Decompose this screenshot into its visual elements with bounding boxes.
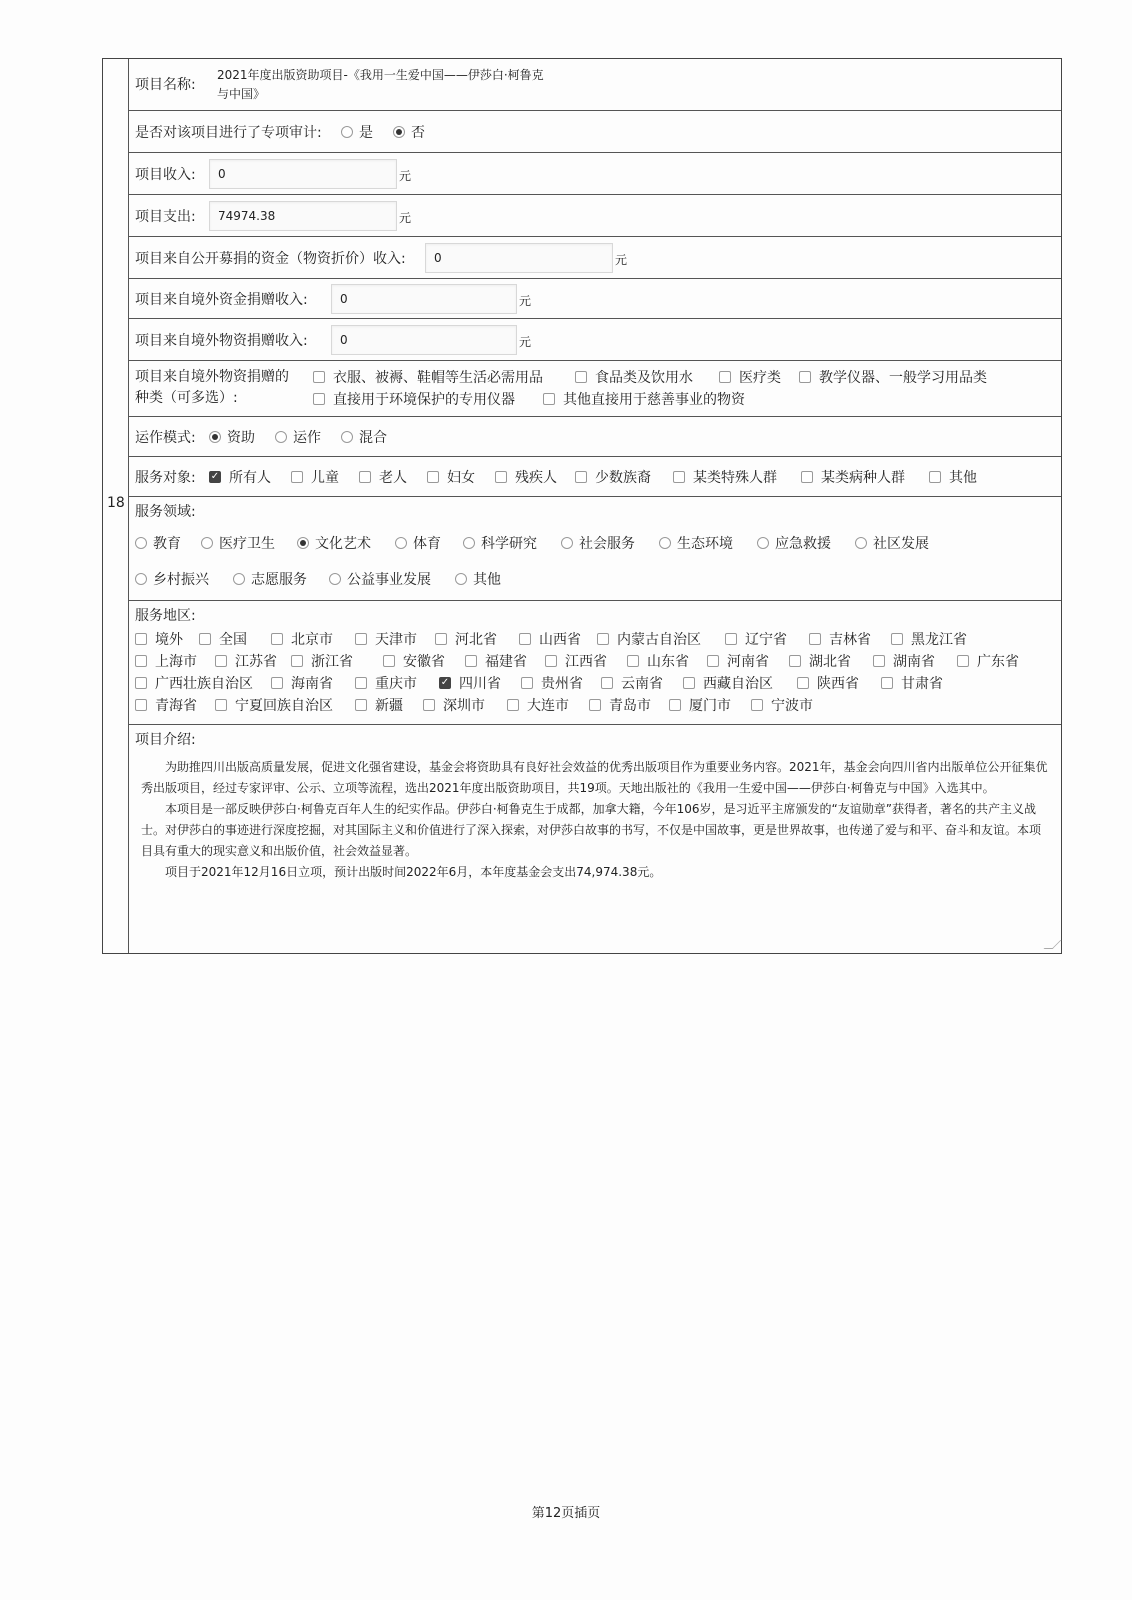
goods-type-environment[interactable]: 直接用于环境保护的专用仪器 — [313, 389, 515, 409]
goods-type-clothing[interactable]: 衣服、被褥、鞋帽等生活必需用品 — [313, 367, 543, 387]
checkbox-icon — [135, 699, 147, 711]
region-option[interactable]: 天津市 — [355, 629, 417, 649]
special-audit-row — [129, 111, 1061, 153]
field-emergency[interactable]: 应急救援 — [757, 533, 831, 553]
checkbox-icon — [313, 393, 325, 405]
checkbox-icon — [313, 371, 325, 383]
checkbox-icon — [873, 655, 885, 667]
mode-option-operate[interactable]: 运作 — [275, 427, 321, 447]
audit-option-no[interactable]: 否 — [393, 122, 425, 142]
checkbox-checked-icon: ✓ — [210, 471, 220, 482]
region-option[interactable]: 上海市 — [135, 651, 197, 671]
project-form-table — [102, 58, 1062, 954]
goods-type-other-charity[interactable]: 其他直接用于慈善事业的物资 — [543, 389, 745, 409]
region-option[interactable]: 江苏省 — [215, 651, 277, 671]
region-option[interactable]: 吉林省 — [809, 629, 871, 649]
checkbox-icon — [799, 371, 811, 383]
checkbox-icon — [801, 471, 813, 483]
radio-selected-icon — [297, 537, 309, 549]
checkbox-icon — [135, 633, 147, 645]
field-research[interactable]: 科学研究 — [463, 533, 537, 553]
income-row — [129, 153, 1061, 195]
intro-text[interactable] — [141, 757, 1051, 883]
audit-option-yes[interactable]: 是 — [341, 122, 373, 142]
region-option[interactable]: 河南省 — [707, 651, 769, 671]
target-minorities[interactable]: 少数族裔 — [575, 467, 651, 487]
checkbox-icon — [957, 655, 969, 667]
region-option[interactable]: 陕西省 — [797, 673, 859, 693]
checkbox-icon — [881, 677, 893, 689]
public-fund-income-input[interactable]: 0 — [425, 243, 613, 273]
radio-icon — [659, 537, 671, 549]
checkbox-icon — [719, 371, 731, 383]
intro-label: 项目介绍: — [135, 732, 196, 748]
checkbox-icon — [707, 655, 719, 667]
operation-mode-row — [129, 417, 1061, 457]
page-footer: 第12页插页 — [531, 1506, 601, 1521]
public-fund-income-unit: 元 — [615, 253, 628, 267]
target-other[interactable]: 其他 — [929, 467, 977, 487]
foreign-fund-income-label: 项目来自境外资金捐赠收入: — [135, 292, 308, 308]
checkbox-icon — [359, 471, 371, 483]
checkbox-icon — [601, 677, 613, 689]
region-option[interactable]: ✓ 四川省 — [440, 676, 501, 692]
row-number: 18 — [107, 495, 125, 511]
target-elderly[interactable]: 老人 — [359, 467, 407, 487]
region-option[interactable]: 辽宁省 — [725, 629, 787, 649]
radio-icon — [561, 537, 573, 549]
region-option[interactable]: 安徽省 — [383, 651, 445, 671]
region-option[interactable]: 贵州省 — [521, 673, 583, 693]
project-name-line1: 2021年度出版资助项目-《我用一生爱中国——伊莎白·柯鲁克 — [217, 68, 544, 82]
goods-type-medical[interactable]: 医疗类 — [719, 367, 781, 387]
radio-icon — [135, 573, 147, 585]
intro-paragraph: 为助推四川出版高质量发展，促进文化强省建设，基金会将资助具有良好社会效益的优秀出版项目作为重要业务内容。2021年，基金会向四川省内出版单位公开征集优秀出版项目，经过专家评审、公示、立项等流程，选出2021年度出版资助项目，共19项。天地出版社的《我用一生爱中国——伊莎白·柯鲁克与中国》入选其中。 — [141, 760, 1048, 795]
radio-icon — [757, 537, 769, 549]
region-option[interactable]: 河北省 — [435, 629, 497, 649]
region-option[interactable]: 广西壮族自治区 — [135, 673, 253, 693]
field-volunteer[interactable]: 志愿服务 — [233, 569, 307, 589]
radio-selected-icon — [209, 431, 221, 443]
checkbox-icon — [383, 655, 395, 667]
service-region-label: 服务地区: — [135, 608, 196, 624]
checkbox-icon — [355, 633, 367, 645]
checkbox-icon — [543, 393, 555, 405]
target-disabled[interactable]: 残疾人 — [495, 467, 557, 487]
region-option[interactable]: 重庆市 — [355, 673, 417, 693]
goods-type-teaching[interactable]: 教学仪器、一般学习用品类 — [799, 367, 987, 387]
region-option[interactable]: 山西省 — [519, 629, 581, 649]
foreign-goods-income-label: 项目来自境外物资捐赠收入: — [135, 333, 308, 349]
region-option[interactable]: 内蒙古自治区 — [597, 629, 701, 649]
region-option[interactable]: 宁波市 — [751, 695, 813, 715]
checkbox-icon — [519, 633, 531, 645]
checkbox-icon — [271, 633, 283, 645]
region-option[interactable]: 境外 — [135, 629, 183, 649]
service-field-label: 服务领域: — [135, 504, 196, 520]
intro-row — [129, 725, 1061, 953]
checkbox-icon — [199, 633, 211, 645]
radio-selected-icon — [393, 126, 405, 138]
region-option[interactable]: 云南省 — [601, 673, 663, 693]
region-option[interactable]: 浙江省 — [291, 651, 353, 671]
target-all[interactable]: ✓ 所有人 — [210, 470, 271, 486]
expense-label: 项目支出: — [135, 209, 196, 225]
field-other[interactable]: 其他 — [455, 569, 501, 589]
resize-handle-icon[interactable] — [1044, 940, 1062, 949]
checkbox-icon — [495, 471, 507, 483]
mode-option-mixed[interactable]: 混合 — [341, 427, 387, 447]
goods-type-food[interactable]: 食品类及饮用水 — [575, 367, 693, 387]
foreign-goods-income-input[interactable]: 0 — [331, 325, 517, 355]
field-rural[interactable]: 乡村振兴 — [135, 569, 209, 589]
region-option[interactable]: 全国 — [199, 629, 247, 649]
region-option[interactable]: 青海省 — [135, 695, 197, 715]
checkbox-icon — [597, 633, 609, 645]
operation-mode-label: 运作模式: — [135, 430, 196, 446]
checkbox-icon — [575, 471, 587, 483]
region-option[interactable]: 北京市 — [271, 629, 333, 649]
target-disease-group[interactable]: 某类病种人群 — [801, 467, 905, 487]
checkbox-icon — [291, 655, 303, 667]
checkbox-icon — [215, 699, 227, 711]
region-option[interactable]: 大连市 — [507, 695, 569, 715]
checkbox-icon — [427, 471, 439, 483]
checkbox-icon — [575, 371, 587, 383]
row-number-column — [103, 59, 129, 953]
target-children[interactable]: 儿童 — [291, 467, 339, 487]
radio-icon — [275, 431, 287, 443]
checkbox-icon — [507, 699, 519, 711]
service-field-row — [129, 497, 1061, 601]
radio-icon — [329, 573, 341, 585]
public-fund-income-label: 项目来自公开募捐的资金（物资折价）收入: — [135, 251, 406, 267]
foreign-fund-income-input[interactable]: 0 — [331, 284, 517, 314]
foreign-fund-income-row — [129, 279, 1061, 319]
checkbox-icon — [683, 677, 695, 689]
field-education[interactable]: 教育 — [135, 533, 181, 553]
public-fund-income-row — [129, 237, 1061, 279]
radio-icon — [455, 573, 467, 585]
radio-icon — [341, 126, 353, 138]
checkbox-icon — [435, 633, 447, 645]
expense-unit: 元 — [399, 211, 412, 225]
region-option[interactable]: 青岛市 — [589, 695, 651, 715]
project-name-label: 项目名称: — [135, 77, 196, 93]
foreign-goods-types-label: 项目来自境外物资捐赠的 种类（可多选）: — [135, 369, 289, 406]
field-community[interactable]: 社区发展 — [855, 533, 929, 553]
target-special-group[interactable]: 某类特殊人群 — [673, 467, 777, 487]
region-option[interactable]: 福建省 — [465, 651, 527, 671]
foreign-goods-income-unit: 元 — [519, 335, 532, 349]
checkbox-icon — [789, 655, 801, 667]
checkbox-icon — [627, 655, 639, 667]
region-option[interactable]: 厦门市 — [669, 695, 731, 715]
region-option[interactable]: 黑龙江省 — [891, 629, 967, 649]
checkbox-icon — [751, 699, 763, 711]
checkbox-icon — [725, 633, 737, 645]
income-unit: 元 — [399, 169, 412, 183]
radio-icon — [855, 537, 867, 549]
region-option[interactable]: 宁夏回族自治区 — [215, 695, 333, 715]
income-label: 项目收入: — [135, 167, 196, 183]
checkbox-icon — [673, 471, 685, 483]
target-women[interactable]: 妇女 — [427, 467, 475, 487]
project-name-row — [129, 59, 1061, 111]
region-option[interactable]: 海南省 — [271, 673, 333, 693]
radio-icon — [135, 537, 147, 549]
region-option[interactable]: 甘肃省 — [881, 673, 943, 693]
service-region-row — [129, 601, 1061, 725]
checkbox-icon — [135, 677, 147, 689]
checkbox-icon — [135, 655, 147, 667]
checkbox-icon — [423, 699, 435, 711]
project-name-line2: 与中国》 — [217, 87, 266, 101]
region-option[interactable]: 江西省 — [545, 651, 607, 671]
checkbox-icon — [545, 655, 557, 667]
checkbox-icon — [929, 471, 941, 483]
checkbox-icon — [291, 471, 303, 483]
checkbox-icon — [589, 699, 601, 711]
field-ecology[interactable]: 生态环境 — [659, 533, 733, 553]
checkbox-icon — [465, 655, 477, 667]
special-audit-label: 是否对该项目进行了专项审计: — [135, 125, 322, 141]
region-option[interactable]: 湖北省 — [789, 651, 851, 671]
checkbox-icon — [355, 677, 367, 689]
field-health[interactable]: 医疗卫生 — [201, 533, 275, 553]
radio-icon — [201, 537, 213, 549]
expense-row — [129, 195, 1061, 237]
checkbox-checked-icon: ✓ — [440, 677, 450, 688]
field-sports[interactable]: 体育 — [395, 533, 441, 553]
field-public-welfare[interactable]: 公益事业发展 — [329, 569, 431, 589]
field-culture-art[interactable]: 文化艺术 — [297, 533, 371, 553]
radio-icon — [233, 573, 245, 585]
checkbox-icon — [669, 699, 681, 711]
checkbox-icon — [271, 677, 283, 689]
mode-option-grant[interactable]: 资助 — [209, 427, 255, 447]
foreign-goods-income-row — [129, 319, 1061, 361]
radio-icon — [341, 431, 353, 443]
checkbox-icon — [355, 699, 367, 711]
checkbox-icon — [521, 677, 533, 689]
income-input[interactable]: 0 — [209, 159, 397, 189]
region-option[interactable]: 西藏自治区 — [683, 673, 773, 693]
region-option[interactable]: 广东省 — [957, 651, 1019, 671]
region-option[interactable]: 山东省 — [627, 651, 689, 671]
region-option[interactable]: 深圳市 — [423, 695, 485, 715]
checkbox-icon — [891, 633, 903, 645]
region-option[interactable]: 湖南省 — [873, 651, 935, 671]
intro-paragraph: 本项目是一部反映伊莎白·柯鲁克百年人生的纪实作品。伊莎白·柯鲁克生于成都，加拿大籍，今年106岁，是习近平主席颁发的“友谊勋章”获得者，著名的共产主义战士。对伊莎白的事迹进行深度挖掘，对其国际主义和价值进行了深入探索，对伊莎白故事的书写，不仅是中国故事，更是世界故事，也传递了爱与和平、奋斗和友谊。本项目具有重大的现实意义和出版价值，社会效益显著。 — [141, 802, 1042, 858]
radio-icon — [395, 537, 407, 549]
service-target-label: 服务对象: — [135, 470, 196, 486]
intro-paragraph: 项目于2021年12月16日立项，预计出版时间2022年6月，本年度基金会支出74,974.38元。 — [165, 865, 662, 879]
expense-input[interactable]: 74974.38 — [209, 201, 397, 231]
foreign-fund-income-unit: 元 — [519, 294, 532, 308]
project-name-value — [217, 66, 544, 104]
checkbox-icon — [215, 655, 227, 667]
checkbox-icon — [797, 677, 809, 689]
service-target-row — [129, 457, 1061, 497]
field-social-service[interactable]: 社会服务 — [561, 533, 635, 553]
region-option[interactable]: 新疆 — [355, 695, 403, 715]
radio-icon — [463, 537, 475, 549]
checkbox-icon — [809, 633, 821, 645]
foreign-goods-types-row — [129, 361, 1061, 417]
